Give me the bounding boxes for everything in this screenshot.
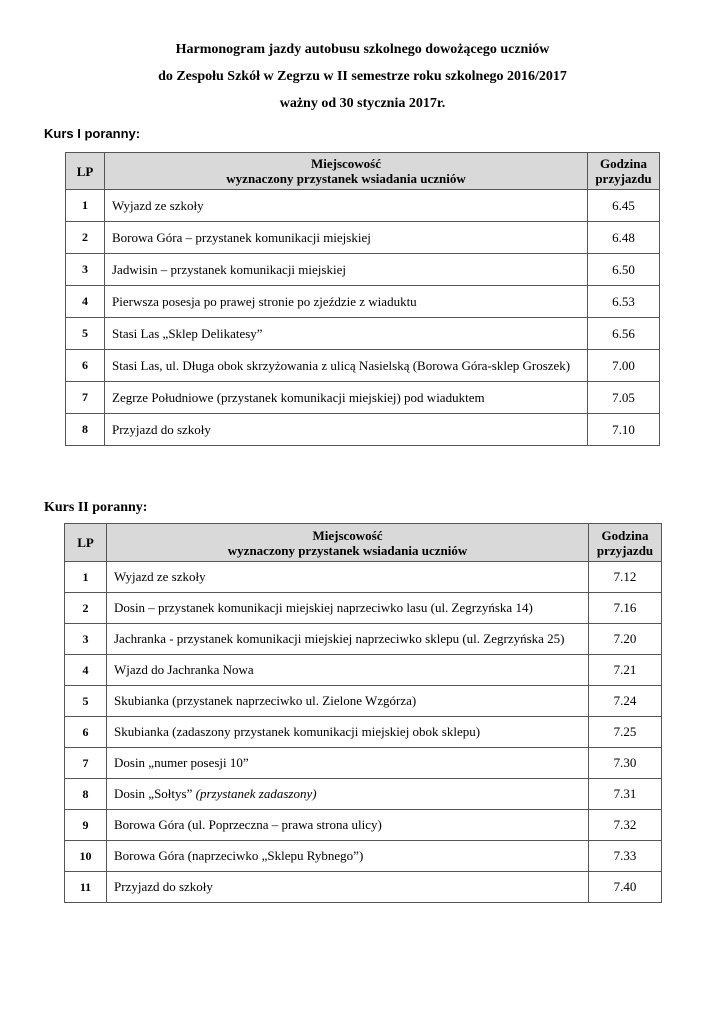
arrival-time: 7.40 [589,872,662,903]
table-row [65,562,662,593]
row-number: 2 [65,593,107,624]
column-header-time-line-1: Godzina [601,527,649,543]
row-number: 7 [65,748,107,779]
document-title-line-3: ważny od 30 stycznia 2017r. [279,96,446,111]
arrival-time: 6.53 [588,286,660,318]
table-row [65,717,662,748]
stop-location: Dosin – przystanek komunikacji miejskiej naprzeciwko lasu (ul. Zegrzyńska 14) [107,593,589,624]
column-header-lp: LP [65,524,107,562]
row-number: 5 [65,686,107,717]
row-number: 1 [66,190,105,222]
table-row [66,414,660,446]
column-header-place [105,153,588,190]
column-header-place-line-2: wyznaczony przystanek wsiadania uczniów [227,542,468,558]
arrival-time: 7.32 [589,810,662,841]
stop-location: Borowa Góra (ul. Poprzeczna – prawa strona ulicy) [107,810,589,841]
stop-location: Pierwsza posesja po prawej stronie po zjeździe z wiaduktu [105,286,588,318]
table-row [66,286,660,318]
course-2-header-row [65,524,662,562]
table-row [66,190,660,222]
stop-location: Jadwisin – przystanek komunikacji miejskiej [105,254,588,286]
row-number: 2 [66,222,105,254]
stop-location: Zegrze Południowe (przystanek komunikacji miejskiej) pod wiaduktem [105,382,588,414]
table-row [65,655,662,686]
arrival-time: 7.30 [589,748,662,779]
row-number: 6 [66,350,105,382]
stop-location: Wyjazd ze szkoły [105,190,588,222]
row-number: 8 [65,779,107,810]
column-header-time-line-2: przyjazdu [596,542,654,558]
table-row [66,222,660,254]
stop-location-name: Dosin „Sołtys” [114,786,193,801]
column-header-time [589,524,662,562]
stop-location: Borowa Góra (naprzeciwko „Sklepu Rybnego”) [107,841,589,872]
stop-location: Wjazd do Jachranka Nowa [107,655,589,686]
stop-location: Dosin „numer posesji 10” [107,748,589,779]
row-number: 3 [66,254,105,286]
stop-location: Przyjazd do szkoły [105,414,588,446]
stop-location: Skubianka (przystanek naprzeciwko ul. Zielone Wzgórza) [107,686,589,717]
row-number: 1 [65,562,107,593]
arrival-time: 6.48 [588,222,660,254]
arrival-time: 6.50 [588,254,660,286]
table-row [66,254,660,286]
row-number: 6 [65,717,107,748]
table-row [65,841,662,872]
document-title-line-2: do Zespołu Szkół w Zegrzu w II semestrze roku szkolnego 2016/2017 [158,69,567,84]
row-number: 5 [66,318,105,350]
row-number: 4 [66,286,105,318]
column-header-lp: LP [66,153,105,190]
stop-location: Stasi Las „Sklep Delikatesy” [105,318,588,350]
column-header-place-line-1: Miejscowość [310,156,382,171]
column-header-place-line-2: wyznaczony przystanek wsiadania uczniów [226,171,466,186]
column-header-time-line-2: przyjazdu [595,171,652,186]
stop-location: Skubianka (zadaszony przystanek komunikacji miejskiej obok sklepu) [107,717,589,748]
course-1-label: Kurs I poranny: [44,126,141,141]
stop-location: Jachranka - przystanek komunikacji miejskiej naprzeciwko sklepu (ul. Zegrzyńska 25) [107,624,589,655]
table-row [65,748,662,779]
table-row [65,686,662,717]
row-number: 3 [65,624,107,655]
arrival-time: 7.21 [589,655,662,686]
table-row [65,624,662,655]
row-number: 9 [65,810,107,841]
arrival-time: 7.20 [589,624,662,655]
course-2-table [64,523,662,903]
table-row [66,318,660,350]
arrival-time: 6.56 [588,318,660,350]
course-1-header-row [66,153,660,190]
column-header-time [588,153,660,190]
row-number: 10 [65,841,107,872]
arrival-time: 7.16 [589,593,662,624]
row-number: 7 [66,382,105,414]
arrival-time: 6.45 [588,190,660,222]
row-number: 11 [65,872,107,903]
arrival-time: 7.05 [588,382,660,414]
table-row [66,350,660,382]
table-row [65,593,662,624]
arrival-time: 7.00 [588,350,660,382]
column-header-time-line-1: Godzina [600,156,647,171]
stop-location: Stasi Las, ul. Długa obok skrzyżowania z ulicą Nasielską (Borowa Góra-sklep Groszek) [105,350,588,382]
arrival-time: 7.25 [589,717,662,748]
row-number: 8 [66,414,105,446]
course-1-table [65,152,660,446]
table-row [65,779,662,810]
column-header-place-line-1: Miejscowość [312,527,383,543]
arrival-time: 7.24 [589,686,662,717]
stop-location: Przyjazd do szkoły [107,872,589,903]
stop-location-note: (przystanek zadaszony) [195,786,317,801]
stop-location: Borowa Góra – przystanek komunikacji miejskiej [105,222,588,254]
table-row [65,810,662,841]
course-2-label: Kurs II poranny: [44,500,148,515]
table-row [66,382,660,414]
arrival-time: 7.33 [589,841,662,872]
arrival-time: 7.31 [589,779,662,810]
row-number: 4 [65,655,107,686]
arrival-time: 7.12 [589,562,662,593]
stop-location: Wyjazd ze szkoły [107,562,589,593]
table-row [65,872,662,903]
stop-location [107,779,589,810]
document-title-line-1: Harmonogram jazdy autobusu szkolnego dowożącego uczniów [175,42,550,57]
arrival-time: 7.10 [588,414,660,446]
column-header-place [107,524,589,562]
